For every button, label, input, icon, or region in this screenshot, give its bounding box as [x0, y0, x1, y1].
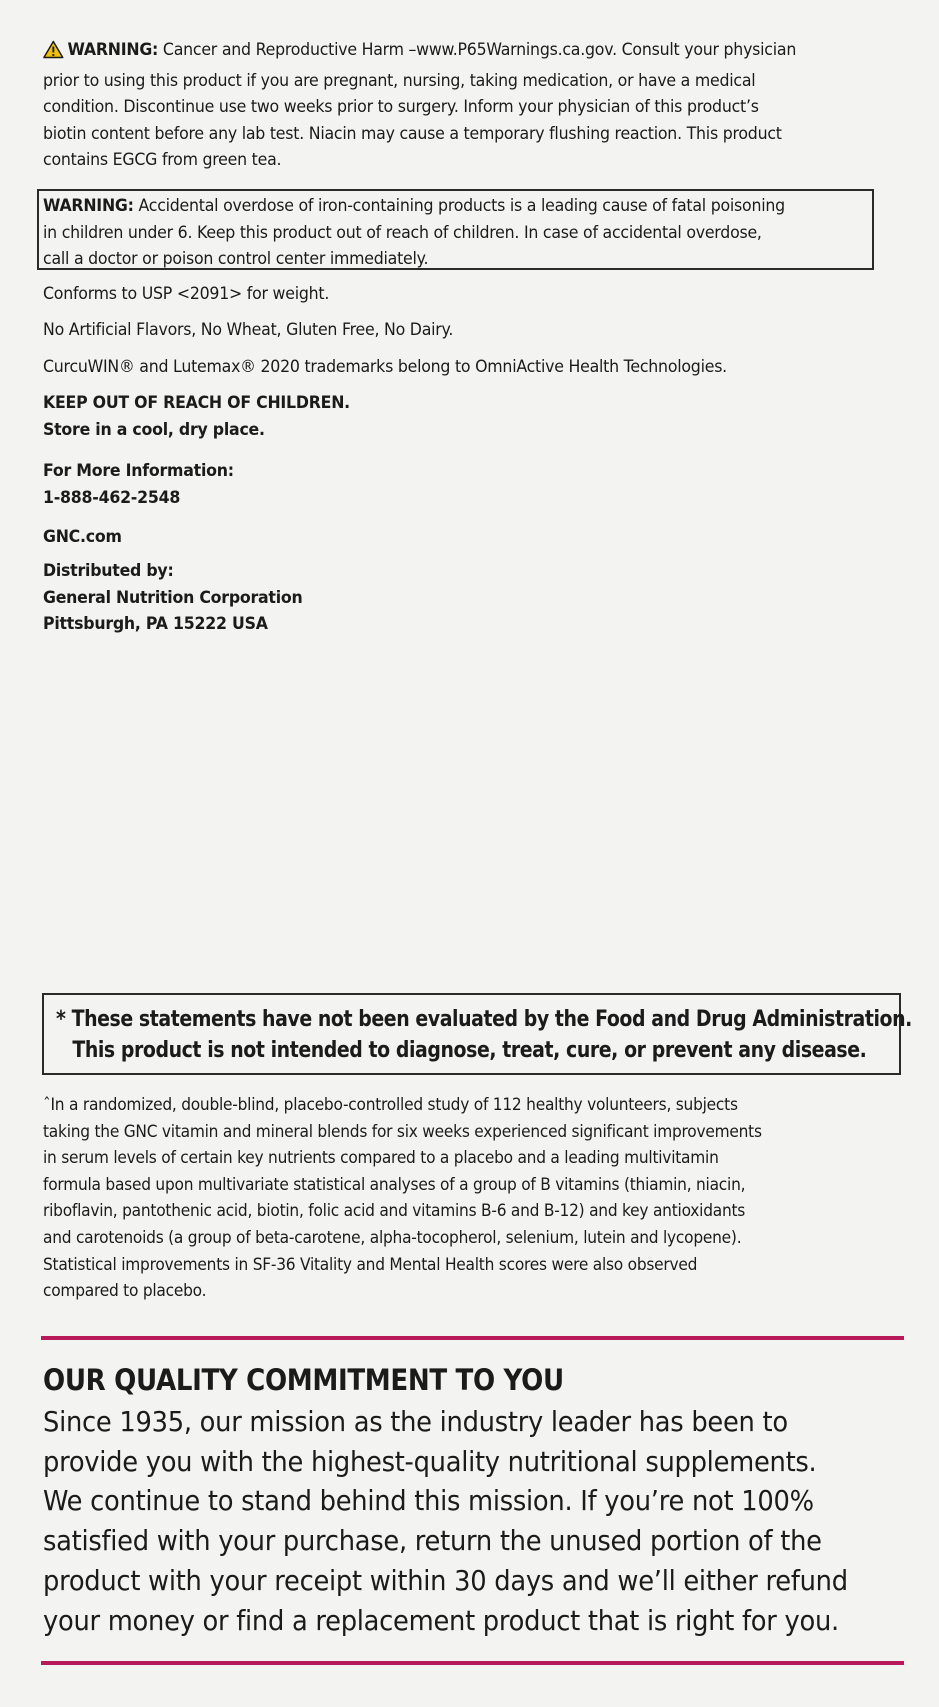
iron-warning — [43, 192, 785, 272]
iron-warning-label: WARNING: — [43, 195, 134, 215]
quality-commitment-line: satisfied with your purchase, return the unused portion of the — [43, 1524, 822, 1558]
quality-commitment-line: your money or find a replacement product that is right for you. — [43, 1603, 839, 1637]
accent-rule-bottom — [41, 1661, 904, 1665]
quality-commitment-line: We continue to stand behind this mission. If you’re not 100% — [43, 1484, 814, 1518]
fda-disclaimer-line-2: This product is not intended to diagnose, treat, cure, or prevent any disease. — [72, 1038, 867, 1063]
more-info-label: For More Information: — [43, 460, 234, 480]
quality-commitment-title: OUR QUALITY COMMITMENT TO YOU — [43, 1363, 564, 1397]
distributor-company: General Nutrition Corporation — [43, 586, 303, 607]
quality-commitment-body — [43, 1402, 848, 1640]
fda-disclaimer-line-1: * These statements have not been evaluated by the Food and Drug Administration. — [56, 1007, 912, 1032]
study-line: Statistical improvements in SF-36 Vitality and Mental Health scores were also observed — [43, 1254, 698, 1274]
iron-warning-line-3: call a doctor or poison control center immediately. — [43, 248, 429, 268]
website: GNC.com — [43, 526, 122, 546]
quality-commitment-line: product with your receipt within 30 days and we’ll either refund — [43, 1563, 848, 1597]
prop65-warning-label: WARNING: — [67, 39, 159, 59]
iron-warning-line-1: WARNING: Accidental overdose of iron-containing products is a leading cause of fatal poisoning — [43, 195, 785, 215]
study-line: compared to placebo. — [43, 1281, 207, 1301]
storage-instructions — [43, 389, 350, 442]
warning-triangle-icon — [43, 40, 64, 67]
study-line: and carotenoids (a group of beta-carotene, alpha-tocopherol, selenium, lutein and lycopene). — [43, 1227, 742, 1247]
contact-info — [43, 457, 234, 510]
prop65-warning — [43, 36, 851, 173]
distributor-address: Pittsburgh, PA 15222 USA — [43, 613, 268, 633]
study-line: formula based upon multivariate statistical analyses of a group of B vitamins (thiamin, niacin, — [43, 1174, 746, 1194]
prop65-warning-line-2: prior to using this product if you are pregnant, nursing, taking medication, or have a medical — [43, 69, 756, 90]
prop65-warning-line-3: condition. Discontinue use two weeks prior to surgery. Inform your physician of this product’s — [43, 96, 759, 116]
study-footnote — [43, 1092, 762, 1305]
prop65-warning-line-5: contains EGCG from green tea. — [43, 149, 282, 169]
iron-warning-line-2: in children under 6. Keep this product out of reach of children. In case of accidental overdose, — [43, 221, 762, 242]
distributed-by-label: Distributed by: — [43, 560, 174, 580]
usp-statement: Conforms to USP <2091> for weight. — [43, 283, 330, 303]
phone-number: 1-888-462-2548 — [43, 486, 181, 507]
trademark-statement: CurcuWIN® and Lutemax® 2020 trademarks belong to OmniActive Health Technologies. — [43, 356, 727, 376]
fda-disclaimer — [56, 1004, 912, 1066]
prop65-warning-line-4: biotin content before any lab test. Niacin may cause a temporary flushing reaction. This product — [43, 122, 782, 143]
distributor-info — [43, 557, 303, 637]
study-line: in serum levels of certain key nutrients compared to a placebo and a leading multivitamin — [43, 1148, 719, 1168]
prop65-warning-line-1: WARNING: Cancer and Reproductive Harm –www.P65Warnings.ca.gov. Consult your physician — [43, 36, 851, 67]
quality-commitment-line: Since 1935, our mission as the industry leader has been to — [43, 1405, 788, 1438]
study-line: riboflavin, pantothenic acid, biotin, folic acid and vitamins B-6 and B-12) and key antioxidants — [43, 1201, 746, 1221]
study-line: ˆIn a randomized, double-blind, placebo-controlled study of 112 healthy volunteers, subjects — [43, 1095, 738, 1114]
store-cool-dry: Store in a cool, dry place. — [43, 418, 265, 439]
keep-out-of-reach: KEEP OUT OF REACH OF CHILDREN. — [43, 392, 350, 412]
no-artificial-statement: No Artificial Flavors, No Wheat, Gluten Free, No Dairy. — [43, 319, 454, 339]
accent-rule-top — [41, 1336, 904, 1340]
study-line: taking the GNC vitamin and mineral blends for six weeks experienced significant improvements — [43, 1121, 762, 1141]
quality-commitment-line: provide you with the highest-quality nutritional supplements. — [43, 1444, 817, 1478]
